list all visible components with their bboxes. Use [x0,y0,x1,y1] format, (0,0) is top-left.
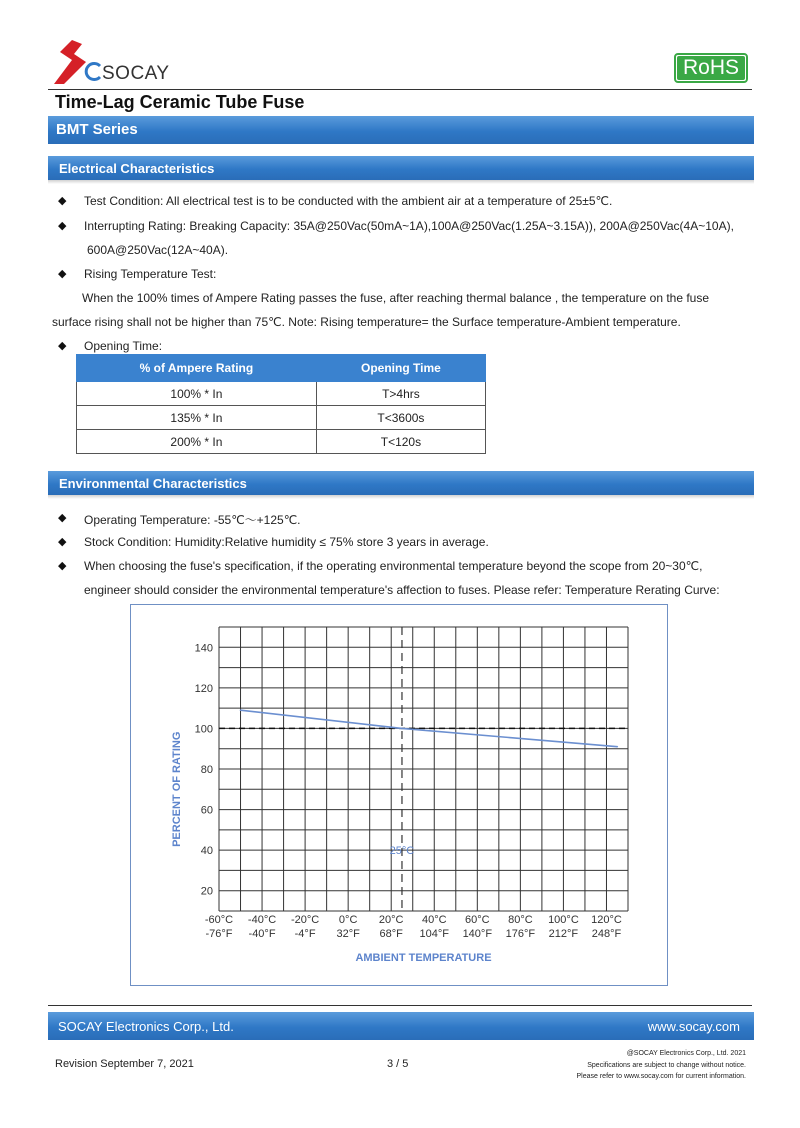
notice-text: Specifications are subject to change without notice. [587,1062,746,1069]
y-tick-label: 20 [200,885,213,898]
table-header-cell: Opening Time [316,355,485,382]
table-header-row [77,355,486,382]
bullet-icon: ◆ [58,220,67,232]
environmental-section-header [48,471,754,495]
table-cell: 200% * In [77,430,317,454]
chart-grid [219,627,628,911]
table-header-cell: % of Ampere Rating [77,355,317,382]
brand-name: SOCAY [102,63,170,84]
test-condition-text: Test Condition: All electrical test is to be conducted with the ambient air at a temperature of 25±5℃. [84,194,613,208]
table-row [77,406,486,430]
table-row [77,430,486,454]
table-cell: 100% * In [77,382,317,406]
rohs-badge [674,53,748,83]
y-tick-label: 40 [200,845,213,858]
x-axis-title: AMBIENT TEMPERATURE [355,952,492,964]
y-axis-title: PERCENT OF RATING [171,731,183,847]
x-tick-label-fahrenheit: 212°F [548,928,579,940]
x-tick-label-fahrenheit: -4°F [294,928,316,940]
interrupting-text-2: 600A@250Vac(12A~40A). [87,243,229,257]
table-cell: 135% * In [77,406,317,430]
rerating-chart [131,605,667,985]
x-tick-label-fahrenheit: -40°F [248,928,276,940]
y-tick-label: 120 [194,682,213,695]
series-label: BMT Series [56,121,138,138]
data-point [616,746,618,748]
y-tick-label: 100 [194,723,213,736]
copyright-text: @SOCAY Electronics Corp., Ltd. 2021 [626,1050,746,1057]
opening-title: Opening Time: [84,339,163,353]
x-tick-label-fahrenheit: 68°F [379,928,403,940]
operating-temp-text: Operating Temperature: -55℃～+125℃. [84,513,301,527]
stock-condition-text: Stock Condition: Humidity:Relative humidity ≤ 75% store 3 years in average. [84,535,489,549]
y-tick-label: 140 [194,642,213,655]
y-tick-label: 60 [200,804,213,817]
choose-text-1: When choosing the fuse's specification, if the operating environmental temperature beyond the scope from 20~30℃, [84,559,703,573]
data-point [240,709,242,711]
reference-label: 25°C [389,845,415,858]
x-tick-label-celsius: 40°C [421,914,447,926]
bullet-icon: ◆ [58,512,67,524]
x-tick-label-celsius: -20°C [290,914,320,926]
footer-website-link[interactable]: www.socay.com [647,1019,740,1034]
x-tick-label-celsius: 120°C [591,914,622,926]
x-tick-label-celsius: 20°C [378,914,404,926]
data-point [401,728,403,730]
bullet-icon: ◆ [58,536,67,548]
x-tick-label-celsius: 100°C [548,914,579,926]
x-tick-label-fahrenheit: 176°F [505,928,536,940]
table-cell: T>4hrs [316,382,485,406]
environmental-heading: Environmental Characteristics [59,476,247,491]
x-tick-label-fahrenheit: 140°F [462,928,493,940]
electrical-heading: Electrical Characteristics [59,161,215,176]
table-cell: T<3600s [316,406,485,430]
chart-labels [171,642,622,964]
rising-title: Rising Temperature Test: [84,267,217,281]
page-number: 3 / 5 [387,1058,409,1070]
rohs-label: RoHS [677,56,745,80]
bullet-icon: ◆ [58,560,67,572]
x-tick-label-celsius: -60°C [204,914,234,926]
x-tick-label-fahrenheit: 32°F [336,928,360,940]
electrical-section-header [48,156,754,180]
rising-text-1: When the 100% times of Ampere Rating passes the fuse, after reaching thermal balance , the temperature on the fuse [82,291,710,305]
header-divider [48,89,752,90]
bullet-icon: ◆ [58,195,67,207]
x-tick-label-celsius: 60°C [465,914,490,926]
y-tick-label: 80 [200,764,213,776]
footer-divider [48,1005,752,1006]
footer-company: SOCAY Electronics Corp., Ltd. [58,1019,234,1034]
rerating-chart-frame [130,604,668,986]
table-cell: T<120s [316,430,485,454]
footer-banner [48,1012,754,1040]
x-tick-label-celsius: 0°C [338,914,358,926]
bullet-icon: ◆ [58,340,67,352]
x-tick-label-celsius: 80°C [508,914,533,926]
interrupting-text-1: Interrupting Rating: Breaking Capacity: 35A@250Vac(50mA~1A),100A@250Vac(1.25A~3.15A)), 200A@250Vac(4A~10A), [84,219,734,233]
x-tick-label-fahrenheit: -76°F [205,928,233,940]
rising-text-2: surface rising shall not be higher than 75℃. Note: Rising temperature= the Surface temperature-Ambient temperature. [52,315,681,329]
refer-text: Please refer to www.socay.com for current information. [576,1073,746,1080]
opening-time-table [76,354,486,454]
choose-text-2: engineer should consider the environmental temperature's affection to fuses. Please refer: Temperature Rerating Curve: [84,583,720,597]
bullet-icon: ◆ [58,268,67,280]
series-banner [48,116,754,144]
table-row [77,382,486,406]
x-tick-label-fahrenheit: 104°F [419,928,450,940]
page-title: Time-Lag Ceramic Tube Fuse [55,92,305,112]
x-tick-label-fahrenheit: 248°F [591,928,622,940]
revision-text: Revision September 7, 2021 [55,1058,194,1070]
x-tick-label-celsius: -40°C [247,914,277,926]
